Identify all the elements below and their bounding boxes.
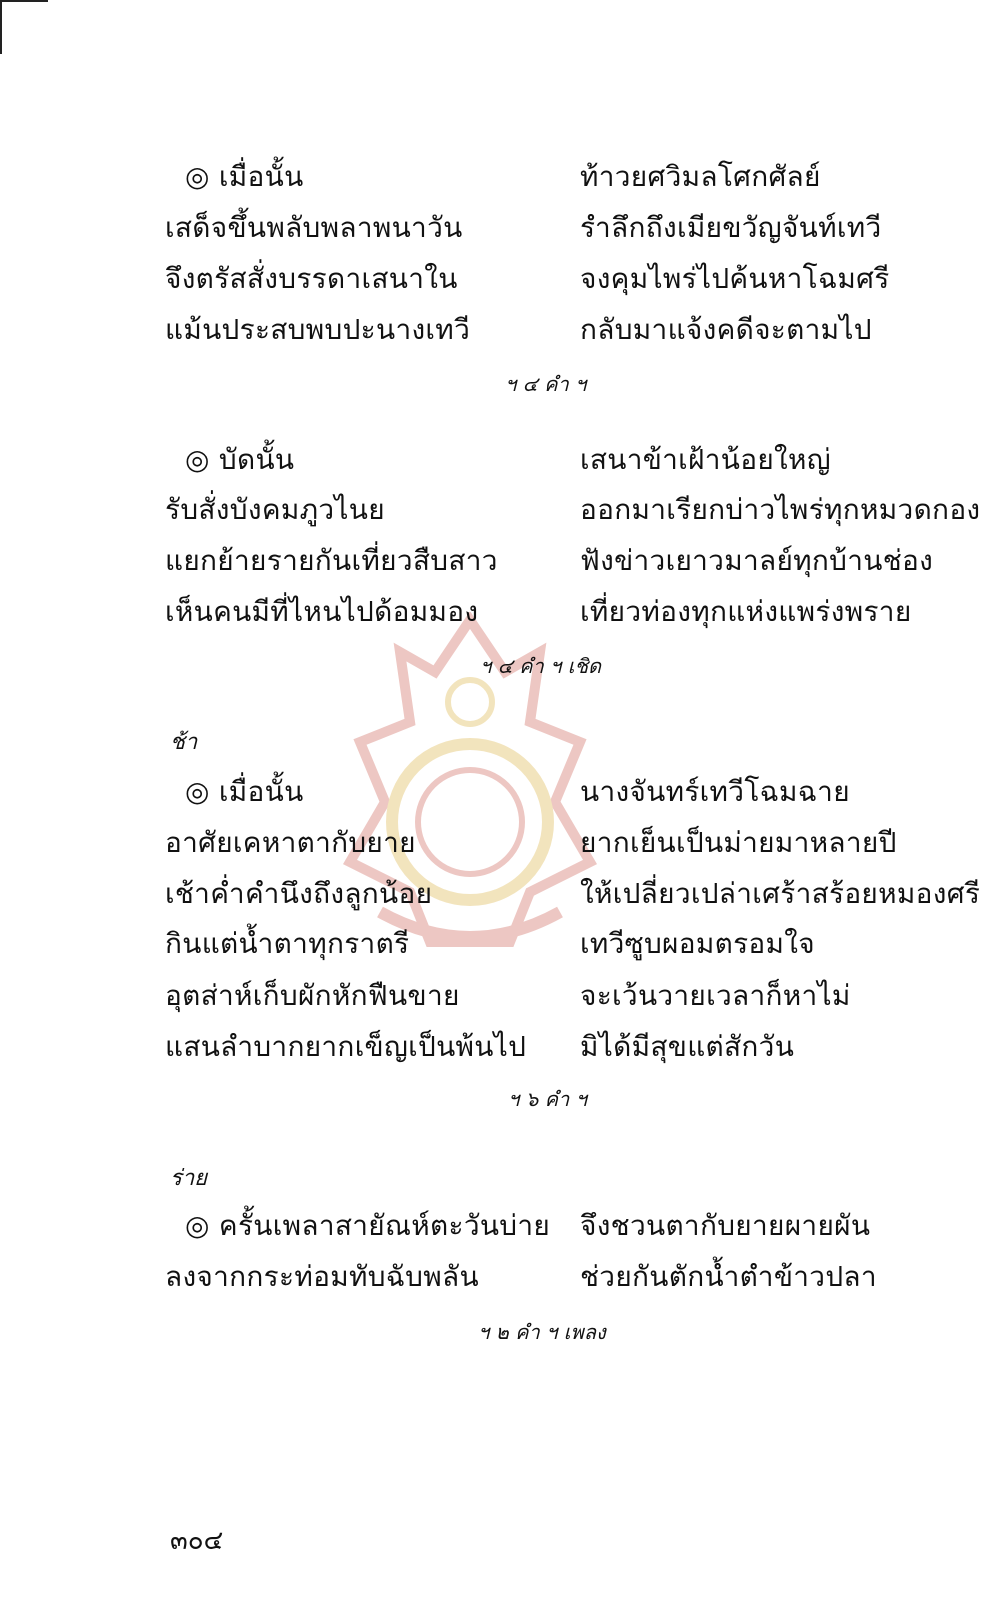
- stanza-2-line-3-left: เห็นคนมีที่ไหนไปด้อมมอง: [165, 595, 479, 628]
- stanza-1-line-3-right: กลับมาแจ้งคดีจะตามไป: [580, 313, 872, 346]
- stanza-2-opening-right: เสนาข้าเฝ้าน้อยใหญ่: [580, 443, 831, 476]
- page-number: ๓๐๔: [170, 1526, 224, 1556]
- stanza-3-note: ฯ ๖ คำ ฯ: [508, 1087, 587, 1111]
- stanza-3-line-5-left: แสนลำบากยากเข็ญเป็นพ้นไป: [165, 1030, 527, 1063]
- stanza-4-opening-left: ◎ ครั้นเพลาสายัณห์ตะวันบ่าย: [185, 1209, 551, 1242]
- stanza-2-line-3-right: เที่ยวท่องทุกแห่งแพร่งพราย: [580, 595, 912, 628]
- stanza-3-line-3-left: กินแต่น้ำตาทุกราตรี: [165, 927, 410, 960]
- stanza-3-tune-cue: ช้า: [170, 730, 198, 755]
- stanza-2-line-1-left: รับสั่งบังคมภูวไนย: [165, 493, 385, 526]
- stanza-3-opening-left: ◎ เมื่อนั้น: [185, 775, 304, 808]
- stanza-1-line-2-right: จงคุมไพร่ไปค้นหาโฉมศรี: [580, 262, 890, 295]
- stanza-1-line-1-right: รำลึกถึงเมียขวัญจันท์เทวี: [580, 211, 882, 244]
- stanza-3-opening-right: นางจันทร์เทวีโฉมฉาย: [580, 775, 850, 808]
- stanza-3-line-1-left: อาศัยเคหาตากับยาย: [165, 826, 416, 859]
- stanza-2-opening-left: ◎ บัดนั้น: [185, 443, 295, 476]
- stanza-4-opening-right: จึงชวนตากับยายผายผัน: [580, 1209, 871, 1242]
- scan-corner-mark: [0, 0, 48, 54]
- stanza-3-line-4-right: จะเว้นวายเวลาก็หาไม่: [580, 979, 851, 1012]
- stanza-3-line-2-right: ให้เปลี่ยวเปล่าเศร้าสร้อยหมองศรี: [580, 877, 981, 910]
- stanza-2-line-2-right: ฟังข่าวเยาวมาลย์ทุกบ้านช่อง: [580, 544, 934, 577]
- stanza-1-line-1-left: เสด็จขึ้นพลับพลาพนาวัน: [165, 211, 463, 244]
- stanza-2-line-2-left: แยกย้ายรายกันเที่ยวสืบสาว: [165, 544, 498, 577]
- stanza-4-line-1-left: ลงจากกระท่อมทับฉับพลัน: [165, 1260, 479, 1293]
- stanza-3-line-1-right: ยากเย็นเป็นม่ายมาหลายปี: [580, 826, 897, 859]
- stanza-4-note: ฯ ๒ คำ ฯ เพลง: [478, 1320, 606, 1344]
- stanza-2-line-1-right: ออกมาเรียกบ่าวไพร่ทุกหมวดกอง: [580, 493, 981, 526]
- stanza-1-opening-left: ◎ เมื่อนั้น: [185, 160, 304, 193]
- stanza-2-note: ฯ ๔ คำ ฯ เชิด: [480, 654, 602, 678]
- stanza-3-line-5-right: มิได้มีสุขแต่สักวัน: [580, 1030, 795, 1063]
- stanza-1-line-3-left: แม้นประสบพบปะนางเทวี: [165, 313, 471, 346]
- stanza-4-tune-cue: ร่าย: [170, 1166, 208, 1191]
- stanza-1-opening-right: ท้าวยศวิมลโศกศัลย์: [580, 160, 821, 193]
- stanza-3-line-3-right: เทวีซูบผอมตรอมใจ: [580, 927, 815, 960]
- stanza-3-line-4-left: อุตส่าห์เก็บผักหักฟืนขาย: [165, 979, 460, 1012]
- stanza-4-line-1-right: ช่วยกันตักน้ำตำข้าวปลา: [580, 1260, 877, 1293]
- stanza-1-note: ฯ ๔ คำ ฯ: [505, 372, 587, 396]
- stanza-1-line-2-left: จึงตรัสสั่งบรรดาเสนาใน: [165, 262, 458, 295]
- stanza-3-line-2-left: เช้าค่ำคำนึงถึงลูกน้อย: [165, 877, 433, 910]
